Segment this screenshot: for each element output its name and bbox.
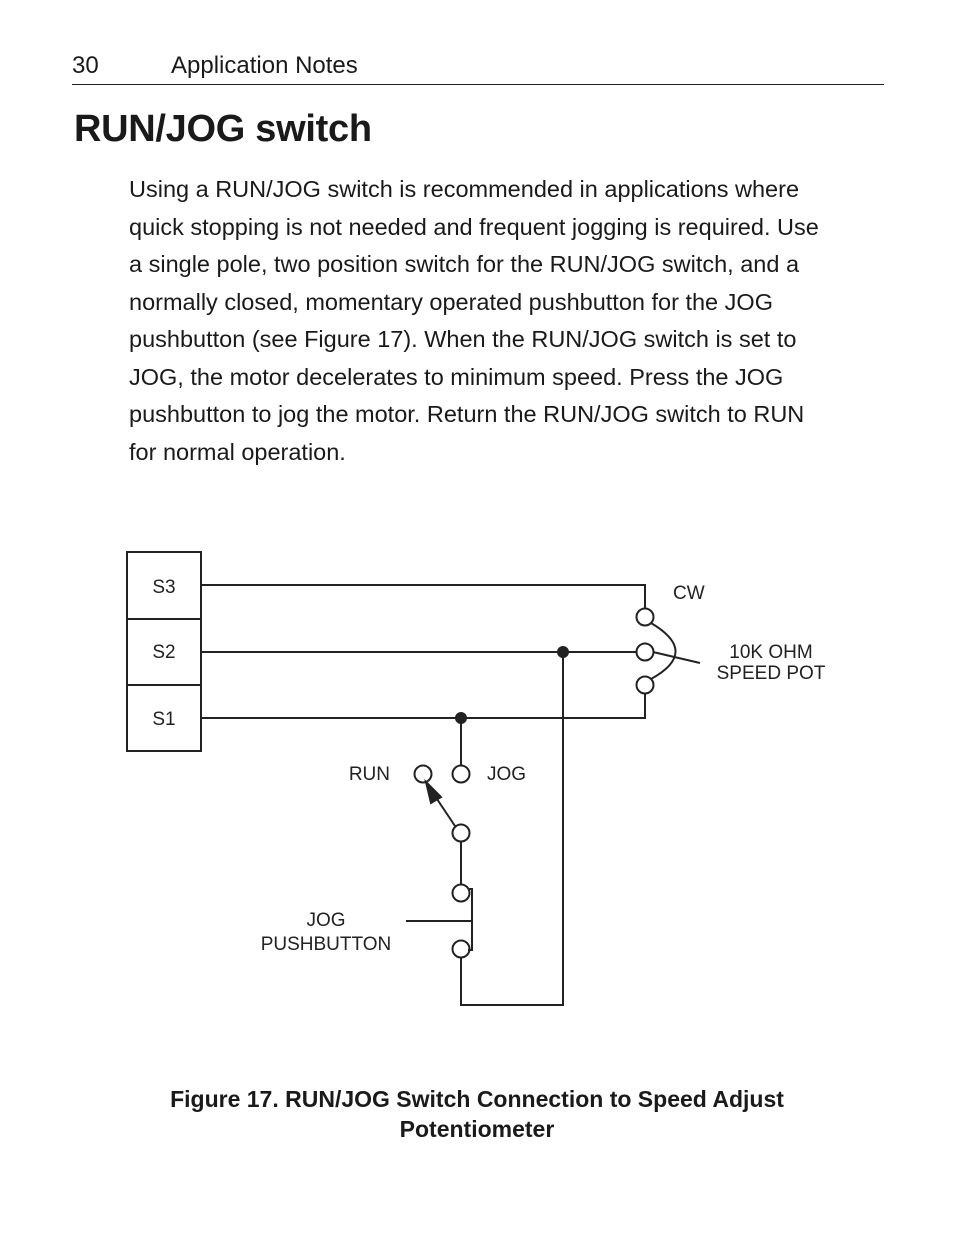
- caption-line: Figure 17. RUN/JOG Switch Connection to Speed Adjust: [170, 1086, 784, 1112]
- pushbutton-contact-top: [453, 885, 470, 902]
- pot-resistor-arc: [651, 623, 676, 679]
- body-line: pushbutton to jog the motor. Return the RUN/JOG switch to RUN: [129, 401, 805, 427]
- jog-label: JOG: [487, 764, 527, 785]
- body-line: normally closed, momentary operated pushbutton for the JOG: [129, 288, 773, 315]
- terminal-s2-label: S2: [152, 642, 176, 663]
- switch-contact-jog: [453, 766, 470, 783]
- switch-contact-run: [415, 766, 432, 783]
- speed-potentiometer: [637, 609, 701, 694]
- pushbutton-label-line2: PUSHBUTTON: [260, 934, 392, 955]
- wire-s1: [201, 693, 645, 718]
- body-line: pushbutton (see Figure 17). When the RUN/JOG switch is set to: [129, 326, 797, 352]
- body-line: a single pole, two position switch for the RUN/JOG switch, and a: [129, 251, 800, 277]
- page-number: 30: [72, 52, 99, 79]
- terminal-s1-label: S1: [152, 709, 176, 730]
- wire-return: [461, 652, 563, 1005]
- body-line: for normal operation.: [129, 438, 346, 465]
- pot-terminal-wiper: [637, 644, 654, 661]
- body-line: JOG, the motor decelerates to minimum speed. Press the JOG: [129, 363, 784, 390]
- pushbutton-label-line1: JOG: [306, 910, 346, 931]
- jog-pushbutton: [406, 842, 472, 958]
- wiring-diagram: [0, 540, 954, 1040]
- body-line: Using a RUN/JOG switch is recommended in applications where: [129, 176, 800, 202]
- body-line: quick stopping is not needed and frequent jogging is required. Use: [129, 213, 819, 240]
- pot-label-line1: 10K OHM: [729, 642, 813, 663]
- run-label: RUN: [348, 764, 390, 785]
- cw-label: CW: [673, 583, 705, 604]
- pot-terminal-cw: [637, 609, 654, 626]
- caption-line: Potentiometer: [399, 1116, 555, 1142]
- pushbutton-contact-bottom: [453, 941, 470, 958]
- wire-s3: [201, 585, 645, 608]
- pot-terminal-ccw: [637, 677, 654, 694]
- page-header: [72, 50, 884, 85]
- terminal-block: [127, 552, 201, 751]
- pot-wiper-line: [653, 652, 700, 663]
- switch-common-contact: [453, 825, 470, 842]
- section-name: Application Notes: [171, 52, 358, 79]
- figure-caption: [100, 1084, 854, 1144]
- run-jog-switch: [415, 718, 470, 842]
- pot-label-line2: SPEED POT: [716, 663, 826, 684]
- section-title: RUN/JOG switch: [74, 108, 372, 150]
- terminal-s3-label: S3: [152, 577, 176, 598]
- body-paragraph: [129, 171, 889, 471]
